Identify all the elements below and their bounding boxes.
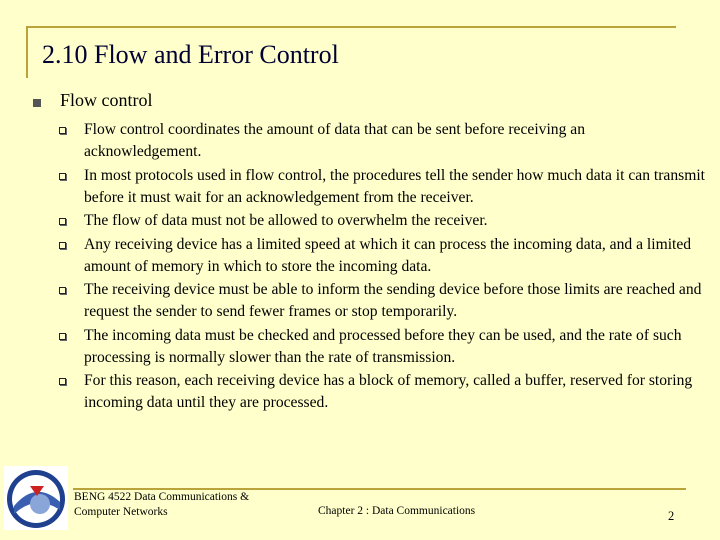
title-divider-left — [26, 26, 28, 78]
hollow-square-bullet-icon — [59, 378, 66, 385]
sub-bullet-item — [56, 370, 706, 414]
slide-title: 2.10 Flow and Error Control — [42, 40, 339, 69]
sub-bullet-item — [56, 119, 706, 163]
sub-bullet-text: The incoming data must be checked and processed before they can be used, and the rate of such processing is normally slower than the rate of transmission. — [84, 326, 682, 366]
sub-bullet-item — [56, 234, 706, 278]
hollow-square-bullet-icon — [59, 218, 66, 225]
sub-bullet-item — [56, 325, 706, 369]
sub-bullet-text: The receiving device must be able to inform the sending device before those limits are reached and request the sender to send fewer frames or stop temporarily. — [84, 281, 702, 320]
footer-course-line2: Computer Networks — [74, 506, 168, 518]
sub-bullet-text: In most protocols used in flow control, the procedures tell the sender how much data it can transmit before it must wait for an acknowledgement from the receiver. — [84, 166, 705, 206]
sub-bullet-item — [56, 210, 706, 232]
sub-bullet-text: Any receiving device has a limited speed at which it can process the incoming data, and a limited amount of memory in which to store the incoming data. — [84, 235, 692, 275]
footer-course — [74, 490, 274, 520]
hollow-square-bullet-icon — [59, 242, 66, 249]
hollow-square-bullet-icon — [59, 127, 66, 134]
university-seal-icon — [4, 466, 68, 530]
footer-course-line1: BENG 4522 Data Communications & — [74, 491, 250, 503]
sub-bullet-item — [56, 165, 706, 209]
sub-bullet-text: The flow of data must not be allowed to overwhelm the receiver. — [84, 212, 488, 229]
page-number: 2 — [668, 509, 675, 523]
title-divider-top — [26, 26, 676, 28]
bullet-square-icon — [33, 99, 41, 107]
main-bullet-text: Flow control — [60, 90, 153, 110]
sub-bullet-text: For this reason, each receiving device has a block of memory, called a buffer, reserved for storing incoming data until they are processed. — [84, 372, 693, 411]
hollow-square-bullet-icon — [59, 333, 66, 340]
sub-bullet-text: Flow control coordinates the amount of data that can be sent before receiving an acknowledgement. — [84, 121, 585, 160]
sub-bullet-item — [56, 279, 706, 323]
sub-bullet-list — [56, 119, 706, 416]
hollow-square-bullet-icon — [59, 287, 66, 294]
footer-chapter: Chapter 2 : Data Communications — [318, 505, 476, 517]
hollow-square-bullet-icon — [59, 173, 66, 180]
